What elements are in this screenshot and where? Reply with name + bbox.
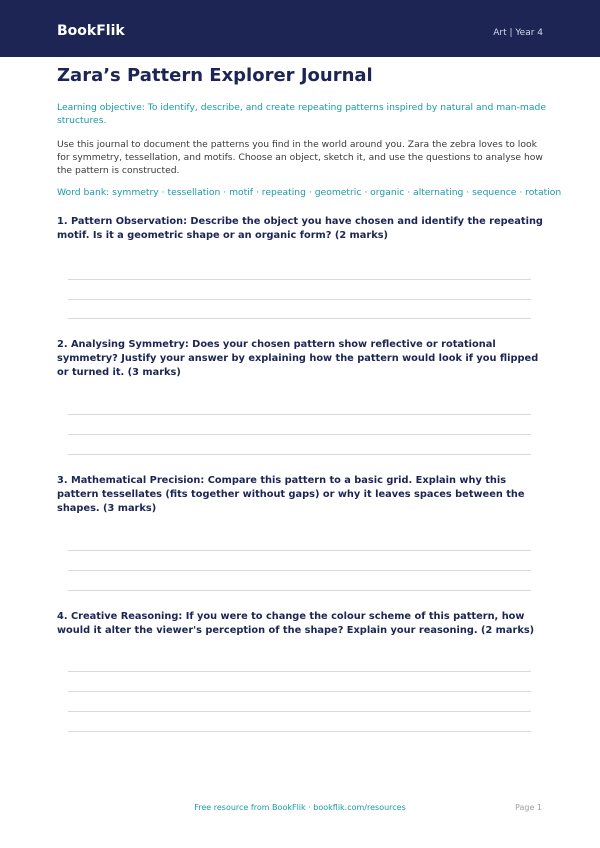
answer-line[interactable] <box>68 731 531 732</box>
brand-logo-text: BookFlik <box>57 23 125 39</box>
intro-paragraph: Use this journal to document the patterns you find in the world around you. Zara the zebra loves to look for symmetry, tessellation, and motifs. Choose an object, sketch it, and use the questions to analyse how the pattern is constructed. <box>57 139 543 176</box>
page-number: Page 1 <box>515 803 542 812</box>
question-4: 4. Creative Reasoning: If you were to change the colour scheme of this pattern, how would it alter the viewer's perception of the shape? Explain your reasoning. (2 marks) <box>57 611 535 636</box>
page-header <box>0 0 600 57</box>
answer-line[interactable] <box>68 671 531 672</box>
answer-line[interactable] <box>68 279 531 280</box>
answer-line[interactable] <box>68 318 531 319</box>
question-1: 1. Pattern Observation: Describe the object you have chosen and identify the repeating motif. Is it a geometric shape or an organic form? (2 marks) <box>57 216 543 241</box>
answer-line[interactable] <box>68 691 531 692</box>
answer-line[interactable] <box>68 711 531 712</box>
answer-line[interactable] <box>68 570 531 571</box>
answer-line[interactable] <box>68 454 531 455</box>
answer-line[interactable] <box>68 414 531 415</box>
subject-year-label: Art | Year 4 <box>493 28 543 38</box>
question-2: 2. Analysing Symmetry: Does your chosen pattern show reflective or rotational symmetry? Justify your answer by explaining how the pattern would look if you flipped or turned it. (3 marks) <box>57 339 539 378</box>
answer-line[interactable] <box>68 434 531 435</box>
page-title: Zara’s Pattern Explorer Journal <box>57 65 373 86</box>
learning-objective: Learning objective: To identify, describe, and create repeating patterns inspired by natural and man-made structures. <box>57 102 546 126</box>
answer-line[interactable] <box>68 299 531 300</box>
answer-line[interactable] <box>68 550 531 551</box>
footer-link[interactable]: Free resource from BookFlik · bookflik.com/resources <box>194 803 406 812</box>
answer-line[interactable] <box>68 590 531 591</box>
word-bank: Word bank: symmetry · tessellation · motif · repeating · geometric · organic · alternating · sequence · rotation <box>57 187 562 198</box>
question-3: 3. Mathematical Precision: Compare this pattern to a basic grid. Explain why this pattern tessellates (fits together without gaps) or why it leaves spaces between the shapes. (3 marks) <box>57 475 525 514</box>
